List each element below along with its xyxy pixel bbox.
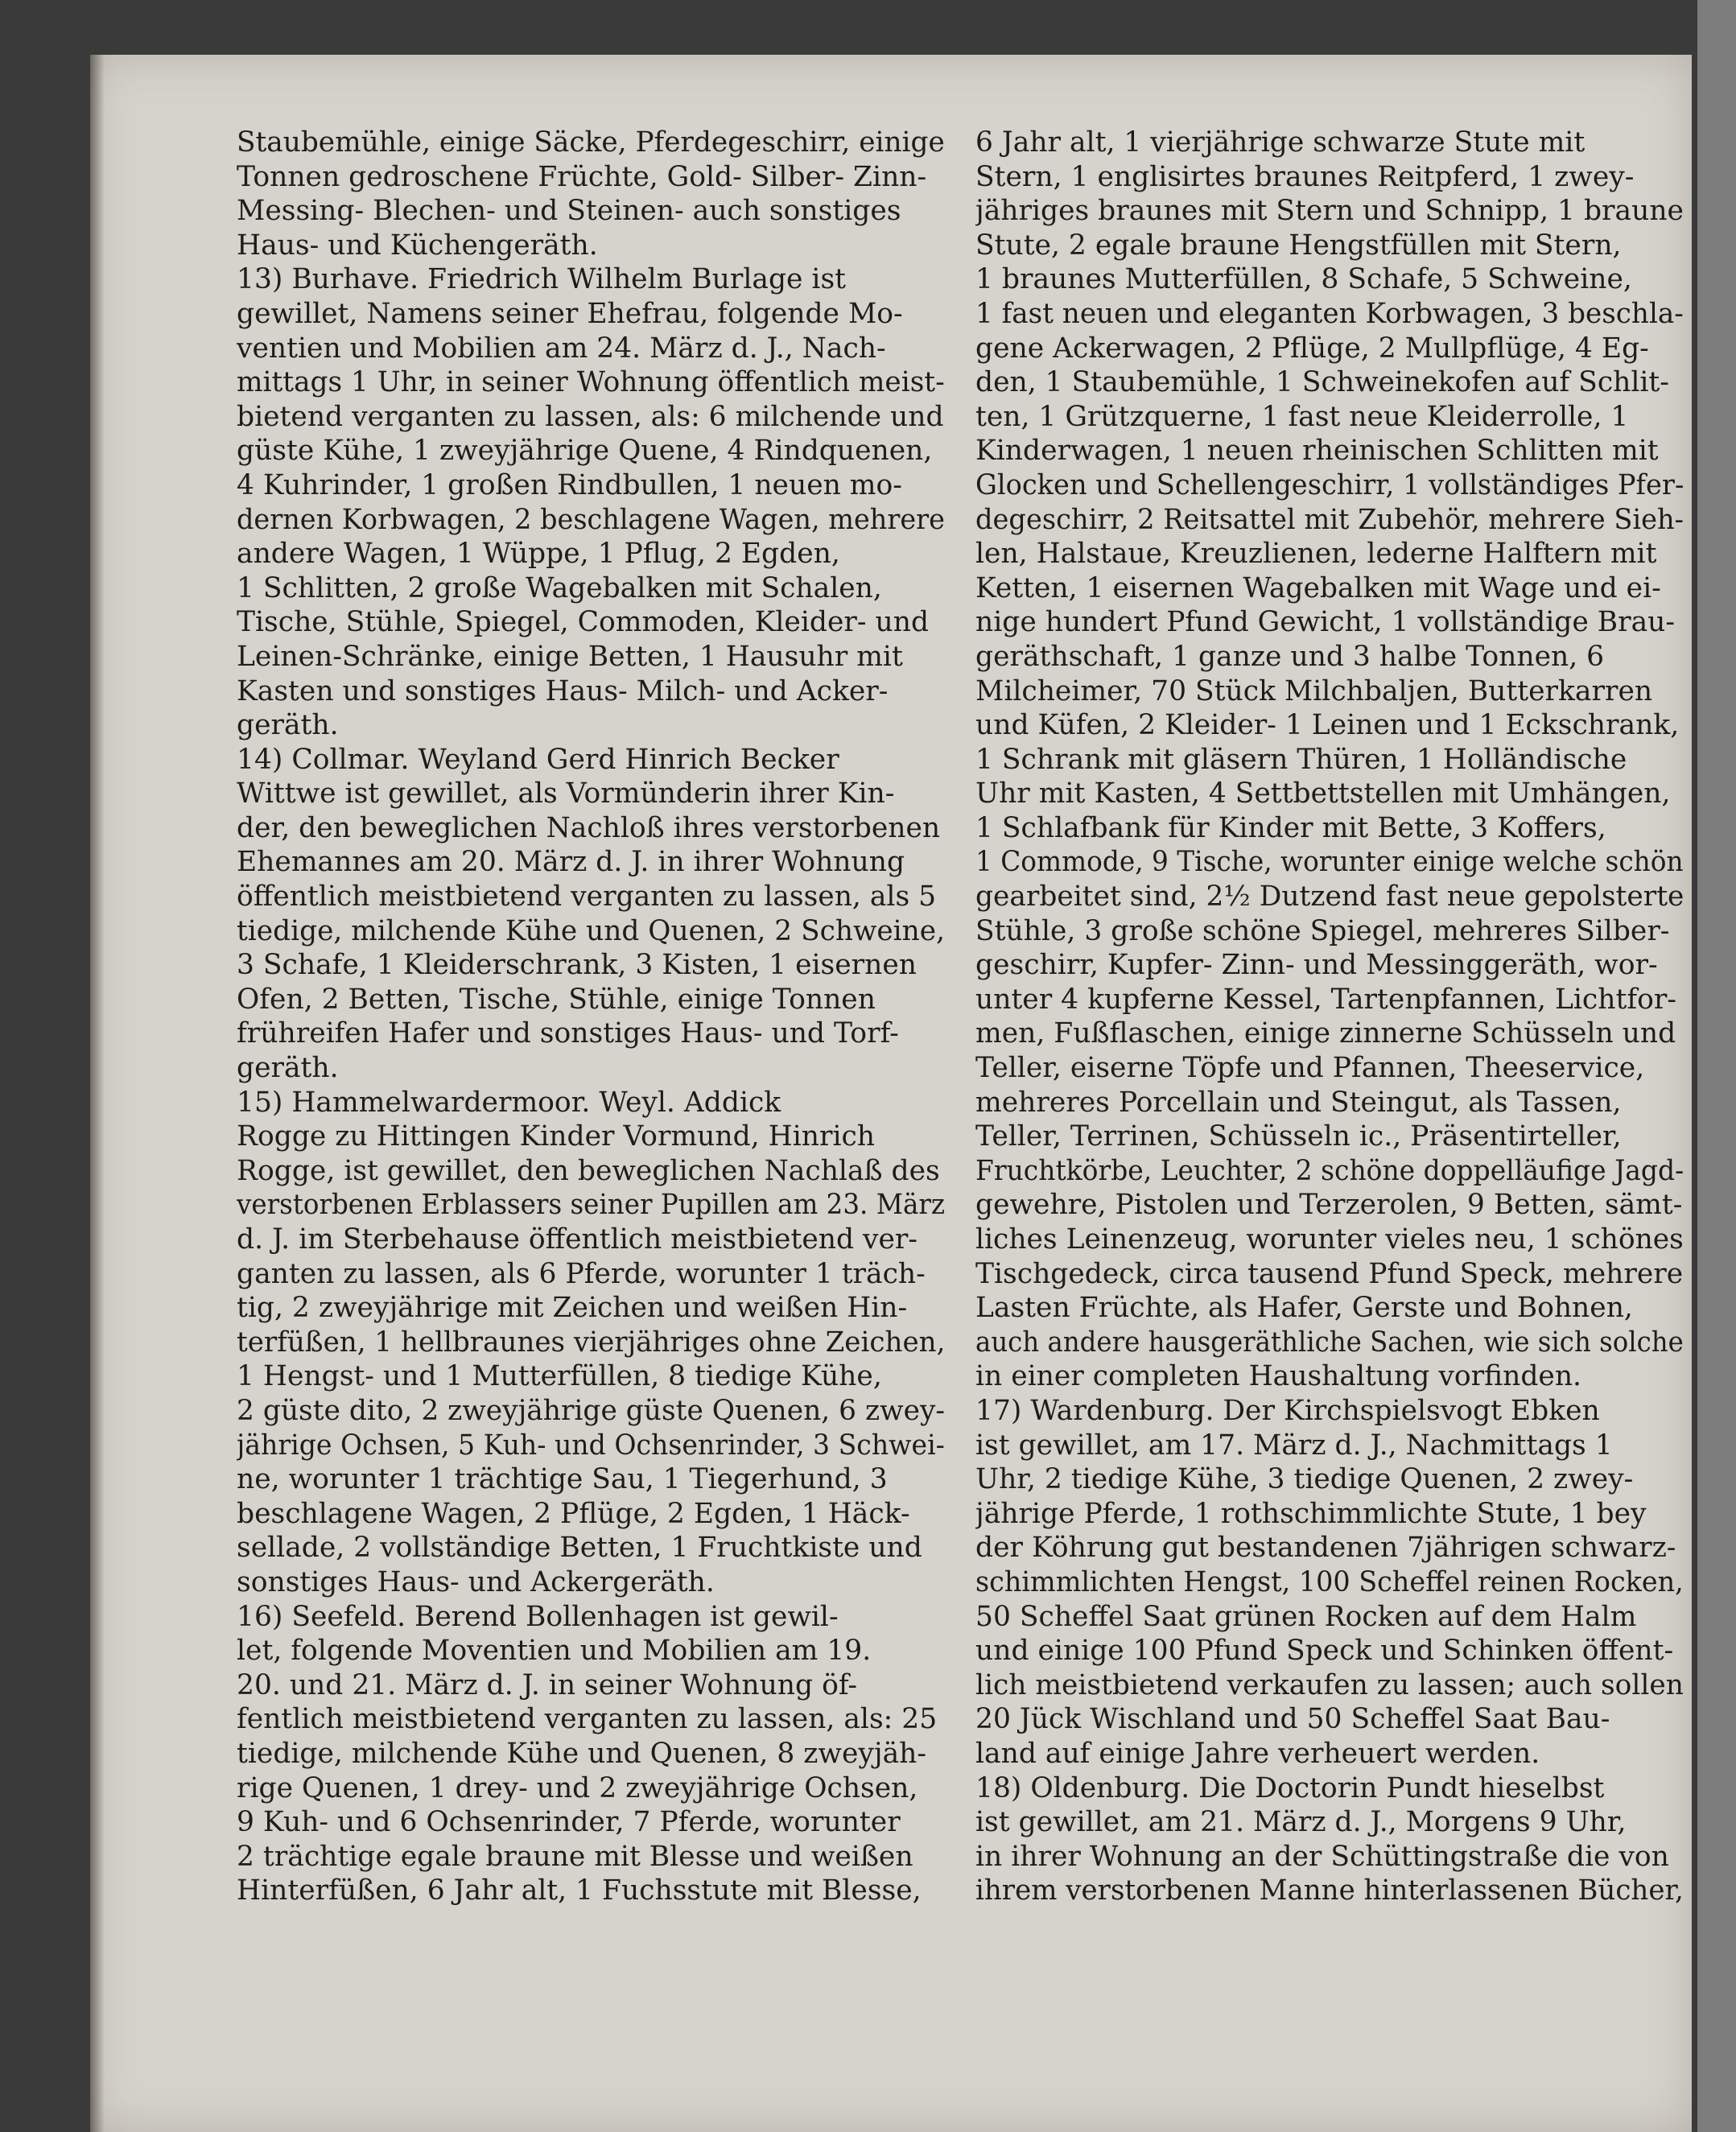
text-line: ihrem verstorbenen Manne hinterlassenen Bücher, xyxy=(975,1874,1684,1907)
text-line: Stute, 2 egale braune Hengstfüllen mit Stern, xyxy=(975,229,1622,262)
text-line: let, folgende Moventien und Mobilien am 19. xyxy=(237,1635,872,1668)
left-text-column xyxy=(237,126,945,1908)
text-line: Wittwe ist gewillet, als Vormünderin ihrer Kin- xyxy=(237,777,895,810)
text-line: Teller, Terrinen, Schüsseln ic., Präsentirteller, xyxy=(975,1120,1622,1153)
right-text-column xyxy=(975,126,1684,1908)
text-line: beschlagene Wagen, 2 Pflüge, 2 Egden, 1 Häck- xyxy=(237,1497,910,1530)
text-line: 15) Hammelwardermoor. Weyl. Addick xyxy=(237,1086,781,1119)
text-line: fentlich meistbietend verganten zu lassen, als: 25 xyxy=(237,1703,938,1736)
text-line: Ehemannes am 20. März d. J. in ihrer Wohnung xyxy=(237,846,905,879)
text-line: öffentlich meistbietend verganten zu lassen, als 5 xyxy=(237,880,937,913)
text-line: in ihrer Wohnung an der Schüttingstraße die von xyxy=(975,1840,1669,1873)
text-line: jährige Pferde, 1 rothschimmlichte Stute, 1 bey xyxy=(975,1497,1647,1530)
text-line: lich meistbietend verkaufen zu lassen; auch sollen xyxy=(975,1668,1684,1701)
text-line: Glocken und Schellengeschirr, 1 vollständiges Pfer- xyxy=(975,468,1684,501)
text-line: den, 1 Staubemühle, 1 Schweinekofen auf Schlit- xyxy=(975,366,1669,399)
text-line: und Küfen, 2 Kleider- 1 Leinen und 1 Eckschrank, xyxy=(975,709,1680,742)
text-line: Stühle, 3 große schöne Spiegel, mehreres Silber- xyxy=(975,914,1670,947)
text-line: mittags 1 Uhr, in seiner Wohnung öffentlich meist- xyxy=(237,366,945,399)
text-line: mehreres Porcellain und Steingut, als Tassen, xyxy=(975,1086,1622,1119)
text-line: Milcheimer, 70 Stück Milchbaljen, Butterkarren xyxy=(975,674,1653,707)
text-line: Ketten, 1 eisernen Wagebalken mit Wage und ei- xyxy=(975,571,1661,604)
text-line: Tischgedeck, circa tausend Pfund Speck, mehrere xyxy=(975,1257,1684,1290)
text-line: der, den beweglichen Nachloß ihres verstorbenen xyxy=(237,811,941,844)
text-line: Uhr mit Kasten, 4 Settbettstellen mit Umhängen, xyxy=(975,777,1671,810)
text-line: Uhr, 2 tiedige Kühe, 3 tiedige Quenen, 2 zwey- xyxy=(975,1463,1634,1496)
text-line: 1 Schrank mit gläsern Thüren, 1 Holländische xyxy=(975,743,1627,776)
page-binding-shadow xyxy=(90,55,105,2132)
text-line: nige hundert Pfund Gewicht, 1 vollständige Brau- xyxy=(975,606,1676,639)
text-line: 1 Commode, 9 Tische, worunter einige welche schön xyxy=(975,846,1684,879)
text-line: schimmlichten Hengst, 100 Scheffel reinen Rocken, xyxy=(975,1565,1684,1598)
text-line: Teller, eiserne Töpfe und Pfannen, Theeservice, xyxy=(975,1052,1645,1085)
text-line: 20 Jück Wischland und 50 Scheffel Saat Bau- xyxy=(975,1703,1610,1736)
text-line: men, Fußflaschen, einige zinnerne Schüsseln und xyxy=(975,1017,1676,1050)
text-line: tig, 2 zweyjährige mit Zeichen und weißen Hin- xyxy=(237,1292,908,1325)
text-line: Messing- Blechen- und Steinen- auch sonstiges xyxy=(237,195,901,228)
text-line: 20. und 21. März d. J. in seiner Wohnung öf- xyxy=(237,1668,858,1701)
text-line: Rogge zu Hittingen Kinder Vormund, Hinrich xyxy=(237,1120,876,1153)
text-line: 4 Kuhrinder, 1 großen Rindbullen, 1 neuen mo- xyxy=(237,468,902,501)
text-line: Leinen-Schränke, einige Betten, 1 Hausuhr mit xyxy=(237,640,903,673)
text-line: geräthschaft, 1 ganze und 3 halbe Tonnen, 6 xyxy=(975,640,1605,673)
text-line: Haus- und Küchengeräth. xyxy=(237,229,598,262)
text-line: 2 trächtige egale braune mit Blesse und weißen xyxy=(237,1840,913,1873)
text-line: jähriges braunes mit Stern und Schnipp, 1 braune xyxy=(975,195,1684,228)
text-line: 50 Scheffel Saat grünen Rocken auf dem Halm xyxy=(975,1600,1637,1633)
text-line: verstorbenen Erblassers seiner Pupillen am 23. März xyxy=(237,1189,945,1222)
text-line: unter 4 kupferne Kessel, Tartenpfannen, Lichtfor- xyxy=(975,983,1677,1016)
text-line: d. J. im Sterbehause öffentlich meistbietend ver- xyxy=(237,1223,918,1256)
text-line: Kinderwagen, 1 neuen rheinischen Schlitten mit xyxy=(975,435,1659,468)
text-line: geräth. xyxy=(237,709,339,742)
text-line: 13) Burhave. Friedrich Wilhelm Burlage ist xyxy=(237,263,847,296)
text-line: 9 Kuh- und 6 Ochsenrinder, 7 Pferde, worunter xyxy=(237,1806,901,1839)
text-line: rige Quenen, 1 drey- und 2 zweyjährige Ochsen, xyxy=(237,1771,918,1804)
text-line: Ofen, 2 Betten, Tische, Stühle, einige Tonnen xyxy=(237,983,876,1016)
text-line: 1 fast neuen und eleganten Korbwagen, 3 beschla- xyxy=(975,297,1684,330)
text-line: bietend verganten zu lassen, als: 6 milchende und xyxy=(237,400,944,433)
text-line: ten, 1 Grützquerne, 1 fast neue Kleiderrolle, 1 xyxy=(975,400,1629,433)
text-line: Hinterfüßen, 6 Jahr alt, 1 Fuchsstute mit Blesse, xyxy=(237,1874,922,1907)
text-line: sellade, 2 vollständige Betten, 1 Fruchtkiste und xyxy=(237,1532,922,1565)
text-line: Kasten und sonstiges Haus- Milch- und Acker- xyxy=(237,674,889,707)
text-line: land auf einige Jahre verheuert werden. xyxy=(975,1737,1540,1770)
text-line: 1 Hengst- und 1 Mutterfüllen, 8 tiedige Kühe, xyxy=(237,1360,882,1393)
text-line: in einer completen Haushaltung vorfinden. xyxy=(975,1360,1582,1393)
text-line: Stern, 1 englisirtes braunes Reitpferd, 1 zwey- xyxy=(975,160,1635,193)
text-line: jährige Ochsen, 5 Kuh- und Ochsenrinder, 3 Schwei- xyxy=(237,1429,945,1462)
text-line: Tonnen gedroschene Früchte, Gold- Silber- Zinn- xyxy=(237,160,927,193)
text-line: Staubemühle, einige Säcke, Pferdegeschirr, einige xyxy=(237,126,945,159)
text-line: ventien und Mobilien am 24. März d. J., Nach- xyxy=(237,332,886,365)
text-line: tiedige, milchende Kühe und Quenen, 2 Schweine, xyxy=(237,914,945,947)
text-line: der Köhrung gut bestandenen 7jährigen schwarz- xyxy=(975,1532,1676,1565)
text-line: Rogge, ist gewillet, den beweglichen Nachlaß des xyxy=(237,1154,940,1187)
text-line: frühreifen Hafer und sonstiges Haus- und Torf- xyxy=(237,1017,899,1050)
text-line: geräth. xyxy=(237,1052,339,1085)
text-line: 6 Jahr alt, 1 vierjährige schwarze Stute mit xyxy=(975,126,1585,159)
text-line: 14) Collmar. Weyland Gerd Hinrich Becker xyxy=(237,743,839,776)
text-line: 1 Schlitten, 2 große Wagebalken mit Schalen, xyxy=(237,571,882,604)
text-line: 1 braunes Mutterfüllen, 8 Schafe, 5 Schweine, xyxy=(975,263,1632,296)
text-line: degeschirr, 2 Reitsattel mit Zubehör, mehrere Sieh- xyxy=(975,503,1684,536)
scanner-edge-strip xyxy=(1697,0,1736,2132)
text-line: len, Halstaue, Kreuzlienen, lederne Halftern mit xyxy=(975,538,1657,571)
text-line: gearbeitet sind, 2½ Dutzend fast neue gepolsterte xyxy=(975,880,1684,913)
text-line: sonstiges Haus- und Ackergeräth. xyxy=(237,1565,715,1598)
text-line: geschirr, Kupfer- Zinn- und Messinggeräth, wor- xyxy=(975,949,1658,982)
text-line: gewehre, Pistolen und Terzerolen, 9 Betten, sämt- xyxy=(975,1189,1683,1222)
text-line: ist gewillet, am 21. März d. J., Morgens 9 Uhr, xyxy=(975,1806,1627,1839)
text-line: und einige 100 Pfund Speck und Schinken öffent- xyxy=(975,1635,1674,1668)
text-line: Fruchtkörbe, Leuchter, 2 schöne doppelläufige Jagd- xyxy=(975,1154,1684,1187)
text-line: Tische, Stühle, Spiegel, Commoden, Kleider- und xyxy=(237,606,930,639)
text-line: ne, worunter 1 trächtige Sau, 1 Tiegerhund, 3 xyxy=(237,1463,888,1496)
text-line: tiedige, milchende Kühe und Quenen, 8 zweyjäh- xyxy=(237,1737,927,1770)
text-line: güste Kühe, 1 zweyjährige Quene, 4 Rindquenen, xyxy=(237,435,933,468)
text-line: 16) Seefeld. Berend Bollenhagen ist gewil- xyxy=(237,1600,839,1633)
text-line: 3 Schafe, 1 Kleiderschrank, 3 Kisten, 1 eisernen xyxy=(237,949,917,982)
text-line: Lasten Früchte, als Hafer, Gerste und Bohnen, xyxy=(975,1292,1633,1325)
text-line: 2 güste dito, 2 zweyjährige güste Quenen, 6 zwey- xyxy=(237,1394,945,1427)
document-page xyxy=(90,55,1692,2132)
text-line: 17) Wardenburg. Der Kirchspielsvogt Ebken xyxy=(975,1394,1600,1427)
text-line: ganten zu lassen, als 6 Pferde, worunter 1 träch- xyxy=(237,1257,926,1290)
text-line: gene Ackerwagen, 2 Pflüge, 2 Mullpflüge, 4 Eg- xyxy=(975,332,1649,365)
text-line: liches Leinenzeug, worunter vieles neu, 1 schönes xyxy=(975,1223,1684,1256)
text-line: dernen Korbwagen, 2 beschlagene Wagen, mehrere xyxy=(237,503,945,536)
text-line: ist gewillet, am 17. März d. J., Nachmittags 1 xyxy=(975,1429,1613,1462)
text-line: auch andere hausgeräthliche Sachen, wie sich solche xyxy=(975,1326,1684,1359)
text-line: andere Wagen, 1 Wüppe, 1 Pflug, 2 Egden, xyxy=(237,538,840,571)
text-line: 18) Oldenburg. Die Doctorin Pundt hieselbst xyxy=(975,1771,1605,1804)
text-line: 1 Schlafbank für Kinder mit Bette, 3 Koffers, xyxy=(975,811,1606,844)
text-line: terfüßen, 1 hellbraunes vierjähriges ohne Zeichen, xyxy=(237,1326,945,1359)
text-line: gewillet, Namens seiner Ehefrau, folgende Mo- xyxy=(237,297,903,330)
